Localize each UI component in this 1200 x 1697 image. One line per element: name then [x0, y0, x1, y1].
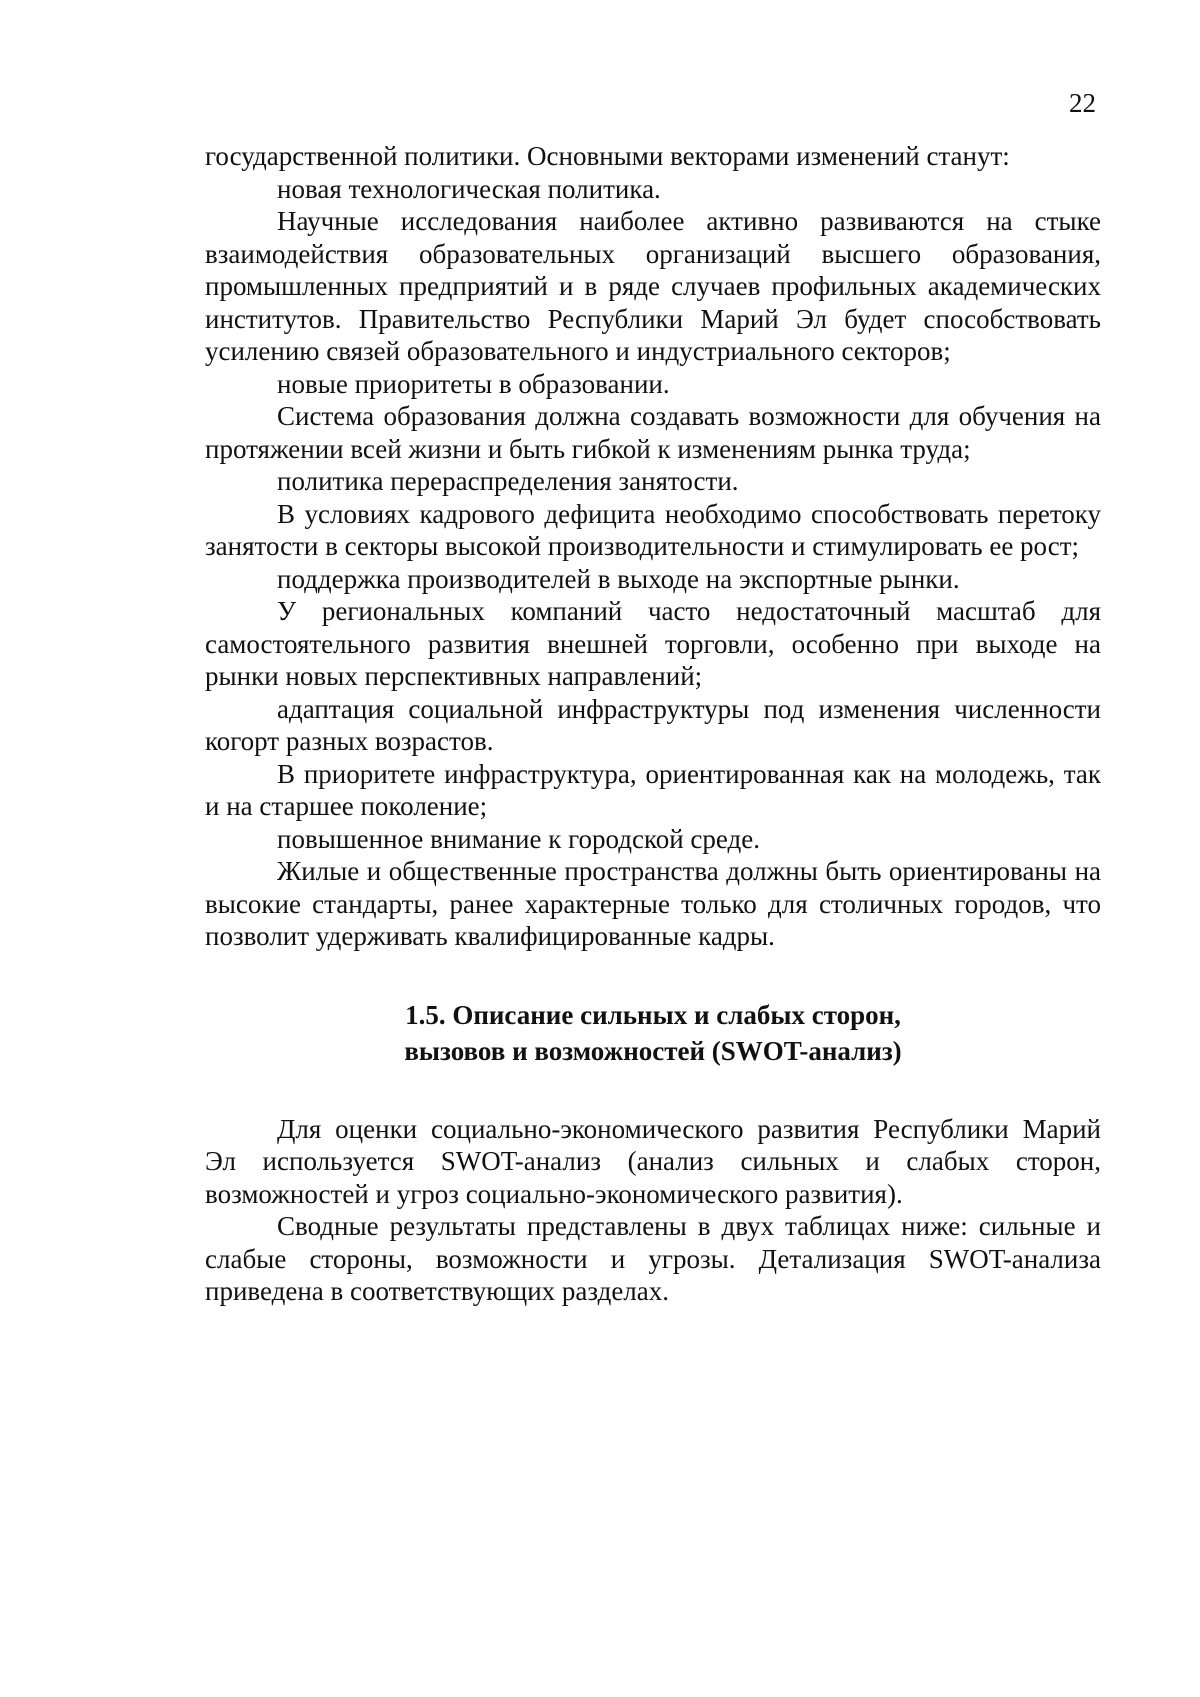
section-title-line-2: вызовов и возможностей (SWOT-анализ): [404, 1035, 902, 1066]
page-number: 22: [1069, 88, 1096, 118]
paragraph-heading: повышенное внимание к городской среде.: [277, 823, 760, 854]
document-body: [205, 140, 1101, 1308]
paragraph: В приоритете инфраструктура, ориентированная как на молодежь, так и на старшее поколение;: [205, 758, 1101, 821]
section-heading: [205, 997, 1101, 1069]
paragraph: В условиях кадрового дефицита необходимо способствовать перетоку занятости в секторы высокой производительности и стимулировать ее рост;: [205, 498, 1101, 561]
paragraph-heading: поддержка производителей в выходе на экспортные рынки.: [277, 563, 960, 594]
paragraph: Сводные результаты представлены в двух таблицах ниже: сильные и слабые стороны, возможности и угрозы. Детализация SWOT-анализа приведена в соответствующих разделах.: [205, 1211, 1101, 1306]
paragraph-heading: новые приоритеты в образовании.: [277, 368, 670, 399]
paragraph: Для оценки социально-экономического развития Республики Марий Эл используется SWOT-анализ (анализ сильных и слабых сторон, возможностей и угроз социально-экономического развития).: [205, 1113, 1101, 1209]
paragraph-heading: политика перераспределения занятости.: [277, 466, 739, 496]
paragraph-heading: адаптация социальной инфраструктуры под изменения численности когорт разных возрастов.: [205, 693, 1101, 756]
paragraph: Научные исследования наиболее активно развиваются на стыке взаимодействия образовательных организаций высшего образования, промышленных предприятий и в ряде случаев профильных академических институтов. Правительство Республики Марий Эл будет способствовать усилению связей образовательного и индустриального секторов;: [205, 206, 1101, 366]
paragraph: У региональных компаний часто недостаточный масштаб для самостоятельного развития внешней торговли, особенно при выходе на рынки новых перспективных направлений;: [205, 596, 1101, 691]
paragraph: государственной политики. Основными векторами изменений станут:: [205, 141, 1010, 171]
section-title-line-1: 1.5. Описание сильных и слабых сторон,: [405, 999, 901, 1030]
paragraph-heading: новая технологическая политика.: [277, 173, 661, 204]
paragraph: Система образования должна создавать возможности для обучения на протяжении всей жизни и быть гибкой к изменениям рынка труда;: [205, 401, 1101, 464]
paragraph: Жилые и общественные пространства должны быть ориентированы на высокие стандарты, ранее характерные только для столичных городов, что позволит удерживать квалифицированные кадры.: [205, 856, 1101, 951]
